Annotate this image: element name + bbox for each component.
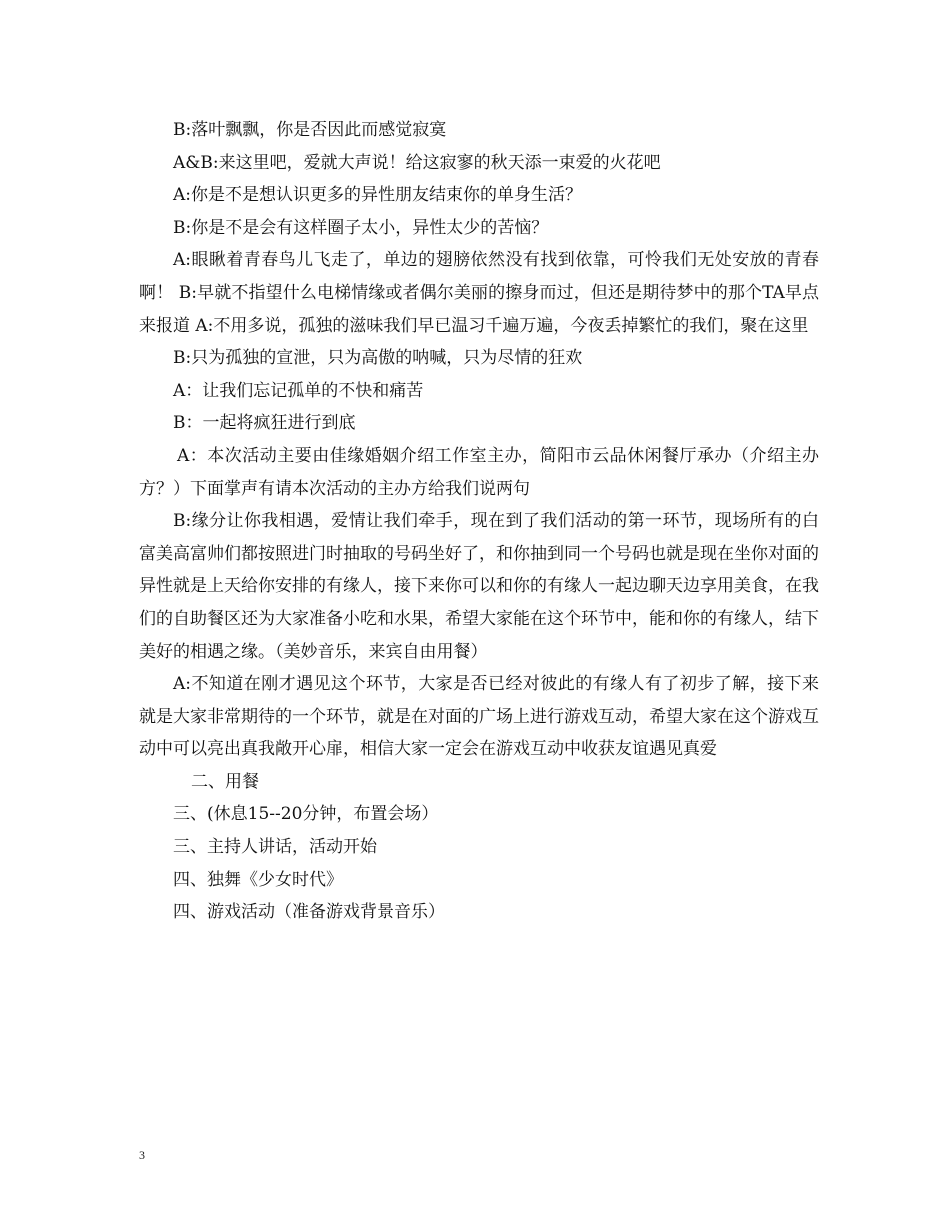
paragraph-5: A:眼瞅着青春鸟儿飞走了，单边的翅膀依然没有找到依靠，可怜我们无处安放的青春啊！ B:早就不指望什么电梯情缘或者偶尔美丽的擦身而过，但还是期待梦中的那个TA早点来报道 A:不用多说，孤独的滋味我们早已温习千遍万遍，今夜丢掉繁忙的我们，聚在这里 (139, 250, 819, 336)
paragraph-11: A:不知道在刚才遇见这个环节，大家是否已经对彼此的有缘人有了初步了解，接下来就是大家非常期待的一个环节，就是在对面的广场上进行游戏互动，希望大家在这个游戏互动中可以亮出真我敞开心扉，相信大家一定会在游戏互动中收获友谊遇见真爱 (139, 674, 819, 760)
paragraph-9: A：本次活动主要由佳缘婚姻介绍工作室主办，简阳市云品休闲餐厅承办（介绍主办方？）下面掌声有请本次活动的主办方给我们说两句 (139, 445, 819, 499)
paragraph-4: B:你是不是会有这样圈子太小，异性太少的苦恼？ (173, 217, 549, 238)
paragraph-3: A:你是不是想认识更多的异性朋友结束你的单身生活？ (173, 185, 583, 206)
document-body (139, 114, 819, 929)
section-heading-solo-dance: 四、独舞《少女时代》 (173, 869, 343, 890)
section-heading-host-speech: 三、主持人讲话，活动开始 (173, 837, 377, 858)
section-heading-game-activity: 四、游戏活动（准备游戏背景音乐） (173, 902, 445, 923)
paragraph-7: A：让我们忘记孤单的不快和痛苦 (173, 380, 424, 401)
paragraph-1: B:落叶飘飘，你是否因此而感觉寂寞 (173, 120, 447, 140)
paragraph-10: B:缘分让你我相遇，爱情让我们牵手，现在到了我们活动的第一环节，现场所有的白富美高富帅们都按照进门时抽取的号码坐好了，和你抽到同一个号码也就是现在坐你对面的异性就是上天给你安排的有缘人，接下来你可以和你的有缘人一起边聊天边享用美食，在我们的自助餐区还为大家准备小吃和水果，希望大家能在这个环节中，能和你的有缘人，结下美好的相遇之缘。（美妙音乐，来宾自由用餐） (139, 511, 819, 662)
paragraph-2: A&B:来这里吧，爱就大声说！给这寂寥的秋天添一束爱的火花吧 (173, 152, 661, 173)
paragraph-8: B：一起将疯狂进行到底 (173, 413, 356, 434)
page-number: 3 (139, 1148, 145, 1162)
section-heading-break: 三、(休息15--20分钟，布置会场） (173, 804, 439, 825)
paragraph-6: B:只为孤独的宣泄，只为高傲的呐喊，只为尽情的狂欢 (173, 348, 583, 369)
section-heading-dining: 二、用餐 (191, 771, 259, 792)
